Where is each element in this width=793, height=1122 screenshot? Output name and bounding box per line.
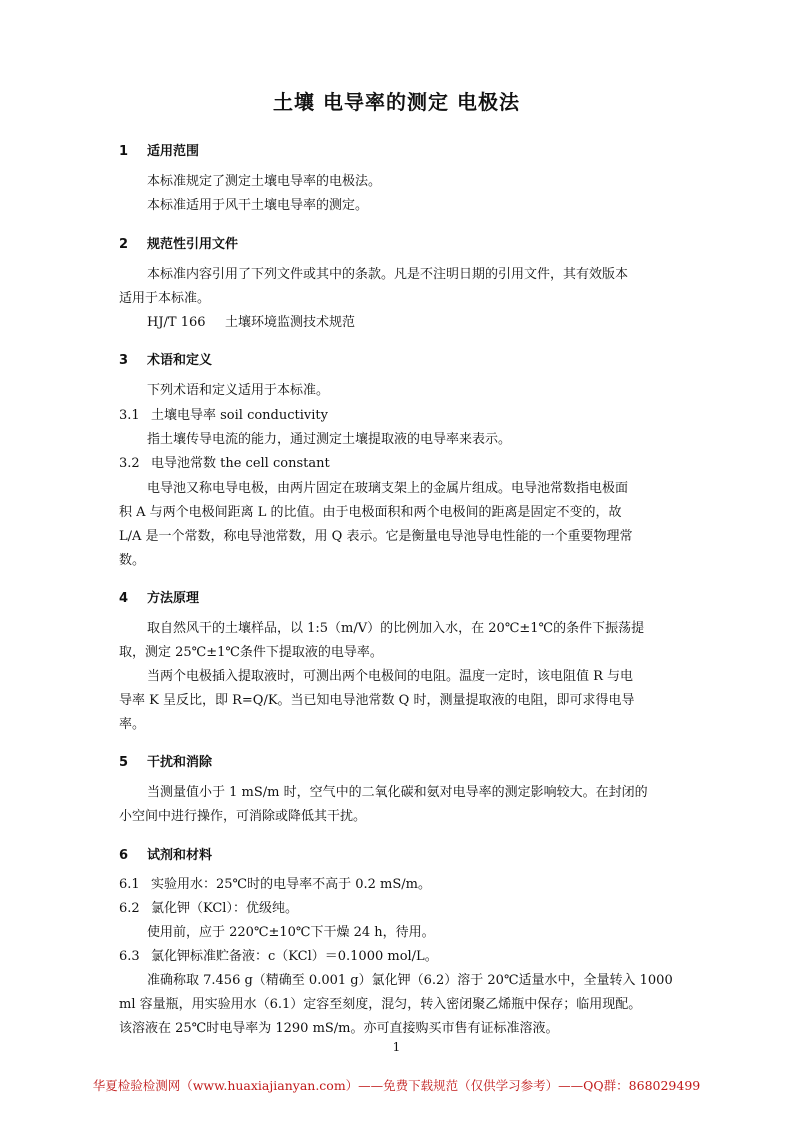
- paragraph-line: 取自然风干的土壤样品，以 1:5（m/V）的比例加入水，在 20℃±1℃的条件下振荡提: [147, 621, 645, 636]
- term-heading: [119, 452, 679, 476]
- section-title: 术语和定义: [147, 353, 213, 368]
- section-title: 规范性引用文件: [147, 237, 239, 252]
- paragraph-line: ml 容量瓶，用实验用水（6.1）定容至刻度，混匀，转入密闭聚乙烯瓶中保存；临用现配。: [119, 997, 642, 1012]
- paragraph-line: 准确称取 7.456 g（精确至 0.001 g）氯化钾（6.2）溶于 20℃适量水中，全量转入 1000: [147, 973, 673, 988]
- reference-title: 土壤环境监测技术规范: [225, 315, 356, 330]
- paragraph-line: 当两个电极插入提取液时，可测出两个电极间的电阻。温度一定时，该电阻值 R 与电: [147, 669, 634, 684]
- reagent-item: [119, 897, 679, 921]
- paragraph-line: L/A 是一个常数，称电导池常数，用 Q 表示。它是衡量电导池导电性能的一个重要物理常: [119, 529, 633, 544]
- section-heading-1: [119, 140, 199, 159]
- term-title: 土壤电导率 soil conductivity: [151, 408, 328, 423]
- reference-code: HJ/T 166: [147, 315, 206, 330]
- paragraph: 下列术语和定义适用于本标准。: [147, 383, 330, 398]
- section-title: 适用范围: [147, 144, 200, 159]
- section-number: 5: [119, 755, 129, 770]
- paragraph: 本标准适用于风干土壤电导率的测定。: [147, 198, 369, 213]
- paragraph-line: 电导池又称电导电极，由两片固定在玻璃支架上的金属片组成。电导池常数指电极面: [147, 481, 629, 496]
- paragraph-line: 导率 K 呈反比，即 R=Q/K。当已知电导池常数 Q 时，测量提取液的电阻，即可求得电导: [119, 693, 635, 708]
- paragraph: 使用前，应于 220℃±10℃下干燥 24 h，待用。: [147, 925, 435, 940]
- paragraph-line: 本标准内容引用了下列文件或其中的条款。凡是不注明日期的引用文件，其有效版本: [147, 267, 629, 282]
- section-number: 2: [119, 237, 129, 252]
- paragraph-line: 小空间中进行操作，可消除或降低其干扰。: [119, 809, 367, 824]
- reagent-item: [119, 873, 679, 897]
- section-number: 1: [119, 144, 129, 159]
- section-number: 6: [119, 848, 129, 863]
- paragraph-line: 取，测定 25℃±1℃条件下提取液的电导率。: [119, 645, 383, 660]
- paragraph-line: 数。: [119, 553, 146, 568]
- term-heading: [119, 404, 679, 428]
- paragraph-line: 当测量值小于 1 mS/m 时，空气中的二氧化碳和氨对电导率的测定影响较大。在封闭的: [147, 785, 648, 800]
- item-number: 6.1: [119, 877, 140, 892]
- section-heading-5: [119, 751, 212, 770]
- term-number: 3.1: [119, 408, 140, 423]
- item-number: 6.2: [119, 901, 140, 916]
- section-heading-2: [119, 233, 238, 252]
- item-text: 氯化钾（KCl）：优级纯。: [151, 901, 298, 916]
- section-number: 4: [119, 591, 129, 606]
- reagent-item: [119, 945, 679, 969]
- section-heading-3: [119, 349, 212, 368]
- section-heading-4: [119, 587, 199, 606]
- reference-entry: [147, 311, 707, 335]
- section-title: 方法原理: [147, 591, 200, 606]
- paragraph-line: 率。: [119, 717, 146, 732]
- section-title: 干扰和消除: [147, 755, 213, 770]
- paragraph: 本标准规定了测定土壤电导率的电极法。: [147, 174, 382, 189]
- term-definition: 指土壤传导电流的能力，通过测定土壤提取液的电导率来表示。: [147, 432, 512, 447]
- item-text: 氯化钾标准贮备液：c（KCl）＝0.1000 mol/L。: [151, 949, 438, 964]
- item-number: 6.3: [119, 949, 140, 964]
- section-title: 试剂和材料: [147, 848, 213, 863]
- term-number: 3.2: [119, 456, 140, 471]
- item-text: 实验用水：25℃时的电导率不高于 0.2 mS/m。: [151, 877, 431, 892]
- footer-banner: 华夏检验检测网（www.huaxiajianyan.com）——免费下载规范（仅供学习参考）——QQ群：868029499: [92, 1078, 701, 1093]
- section-number: 3: [119, 353, 129, 368]
- paragraph-line: 该溶液在 25℃时电导率为 1290 mS/m。亦可直接购买市售有证标准溶液。: [119, 1021, 559, 1036]
- page-number: 1: [392, 1040, 401, 1054]
- section-heading-6: [119, 844, 212, 863]
- term-title: 电导池常数 the cell constant: [151, 456, 330, 471]
- paragraph-line: 积 A 与两个电极间距离 L 的比值。由于电极面积和两个电极间的距离是固定不变的，故: [119, 505, 622, 520]
- paragraph-line: 适用于本标准。: [119, 291, 211, 306]
- document-title: 土壤 电导率的测定 电极法: [273, 90, 520, 114]
